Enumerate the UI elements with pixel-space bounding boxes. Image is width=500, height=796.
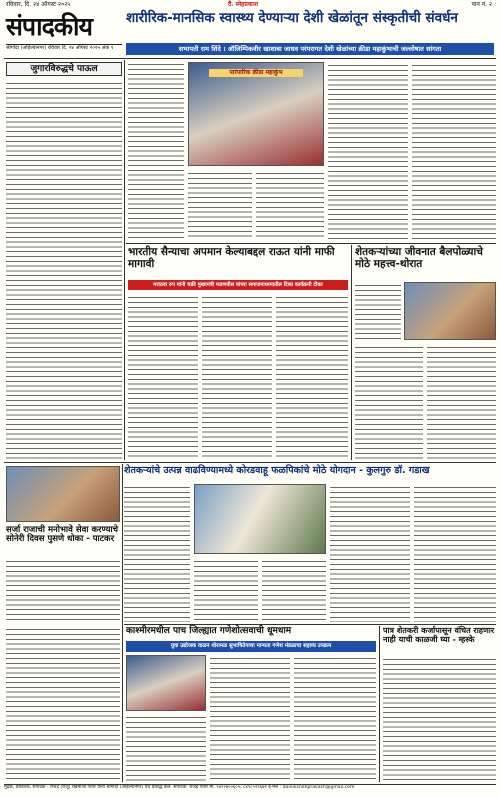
main-subbar: सभापती राम शिंदे । ऑलिम्पिकवीर खाशाबा जाधव परंपरागत देशी खेळांच्या क्रीडा महाकुंभाची जल्लोषात सांगता: [126, 43, 494, 55]
main-story-text-col3: [256, 170, 324, 240]
army-subbar: मराठवा रुप यांनी चक्री मुख्यमंत्री फडणवीस यांच्या समाजमाध्यमातील टिका कार्यक्रमी टीका: [128, 280, 348, 290]
kashmir-subbar: युवा उद्योजक वाळन थोरामळ सुभाषितेगव्या मान्यता गणेश मंडळाचा सहाय्य उपक्रम: [126, 641, 376, 652]
raja-text-top: [6, 558, 120, 622]
rule: [126, 243, 496, 244]
rule: [4, 462, 496, 463]
bullock-photo: [6, 466, 120, 522]
kashmir-headline: काश्मीरमधील पाच जिल्ह्यात गणेशोत्सवाची धूमधाम: [126, 626, 292, 636]
army-text-col1: [128, 294, 198, 460]
left-column-title: जुगारविरुद्धचे पाऊल: [6, 62, 122, 76]
column-divider: [379, 626, 380, 782]
pola-headline: शेतकऱ्यांच्या जीवनात बैलपोळ्याचे मोठे महत्त्व-थोरात: [355, 246, 483, 270]
army-text-col2: [202, 294, 272, 460]
gadakh-text-col5: [414, 484, 496, 622]
paper-brand: दैं. स्नेहप्रकाश: [228, 1, 259, 8]
pola-text-col1: [355, 282, 401, 340]
pola-text-col2: [355, 344, 423, 460]
kashmir-photo: [126, 655, 206, 711]
kashmir-text-col1: [126, 714, 206, 782]
gadakh-text-col4: [330, 484, 410, 622]
pola-photo: [404, 282, 496, 340]
army-text-col3: [276, 294, 348, 460]
footer-imprint: मुद्रक, प्रकाशक, संपादक - राजेंद्र (राजू) रखमाजी पवार यांनी श्रीगोंदा (अहिल्यानगर) येथे प्रसिद्ध केले. संपादक: राजेंद्र पवार मो. ९४२२७००६०५, ८४९८५१२६७१ ई-मेल : dainiksnehprakash@gmail.com: [4, 784, 496, 794]
main-story-text-col4: [328, 62, 408, 240]
photo-banner-text: पारंपारिक क्रीडा महाकुंभ: [209, 69, 303, 77]
column-divider: [124, 60, 125, 460]
column-divider: [122, 464, 123, 782]
main-story-text-col2: [188, 170, 252, 240]
main-headline: शारीरिक-मानसिक स्वास्थ्य देण्याऱ्या देशी खेळांतून संस्कृतीची संवर्धन: [126, 10, 458, 26]
issue-date: रविवार, दि. २४ ऑगस्ट २०२५: [6, 1, 71, 8]
left-column-text: [6, 80, 122, 460]
column-divider: [351, 245, 352, 460]
top-strip: [0, 0, 500, 8]
gadakh-headline: शेतकऱ्यांचे उत्पन्न वाढविण्यामध्ये कोरडवाहू फळपिकांचे मोठे योगदान - कुलगुरु डॉ. गडाख: [124, 465, 430, 476]
main-story-photo: [188, 62, 324, 166]
gadakh-photo: [194, 484, 326, 554]
pola-text-col3: [427, 344, 496, 460]
main-story-text-col5: [412, 62, 496, 240]
masthead-subtitle: श्रीगोंदा (अहिल्यानगर) रविवार दि. २४ ऑगस्ट २०२५ अंक १: [6, 44, 122, 51]
gadakh-text-col2: [194, 558, 258, 622]
gadakh-text-col1: [124, 484, 190, 622]
kashmir-text-col2: [210, 655, 290, 782]
kashmir-text-col3: [294, 655, 376, 782]
rule: [124, 624, 496, 625]
masthead: [6, 10, 122, 56]
raja-headline: सर्जा राजाची मनोभावे सेवा करण्याचे सोनेरी दिवस पुसणे धोका - पाटकर: [6, 525, 119, 545]
masthead-title: संपादकीय: [6, 12, 93, 41]
loan-text: [383, 656, 496, 782]
gadakh-text-col3: [262, 558, 326, 622]
loan-headline: पात्र शेतकरी कर्जापासून वंचित राहणार नाही याची काळजी घ्या - म्हस्के: [383, 626, 495, 644]
army-headline: भारतीय सैन्याचा अपमान केल्याबद्दल राऊत यांनी माफी मागावी: [128, 246, 335, 270]
page-number: पान नं. २: [471, 1, 492, 8]
rule: [4, 58, 496, 59]
main-story-text-col1: [128, 61, 184, 241]
raja-text-bottom: [6, 626, 120, 782]
